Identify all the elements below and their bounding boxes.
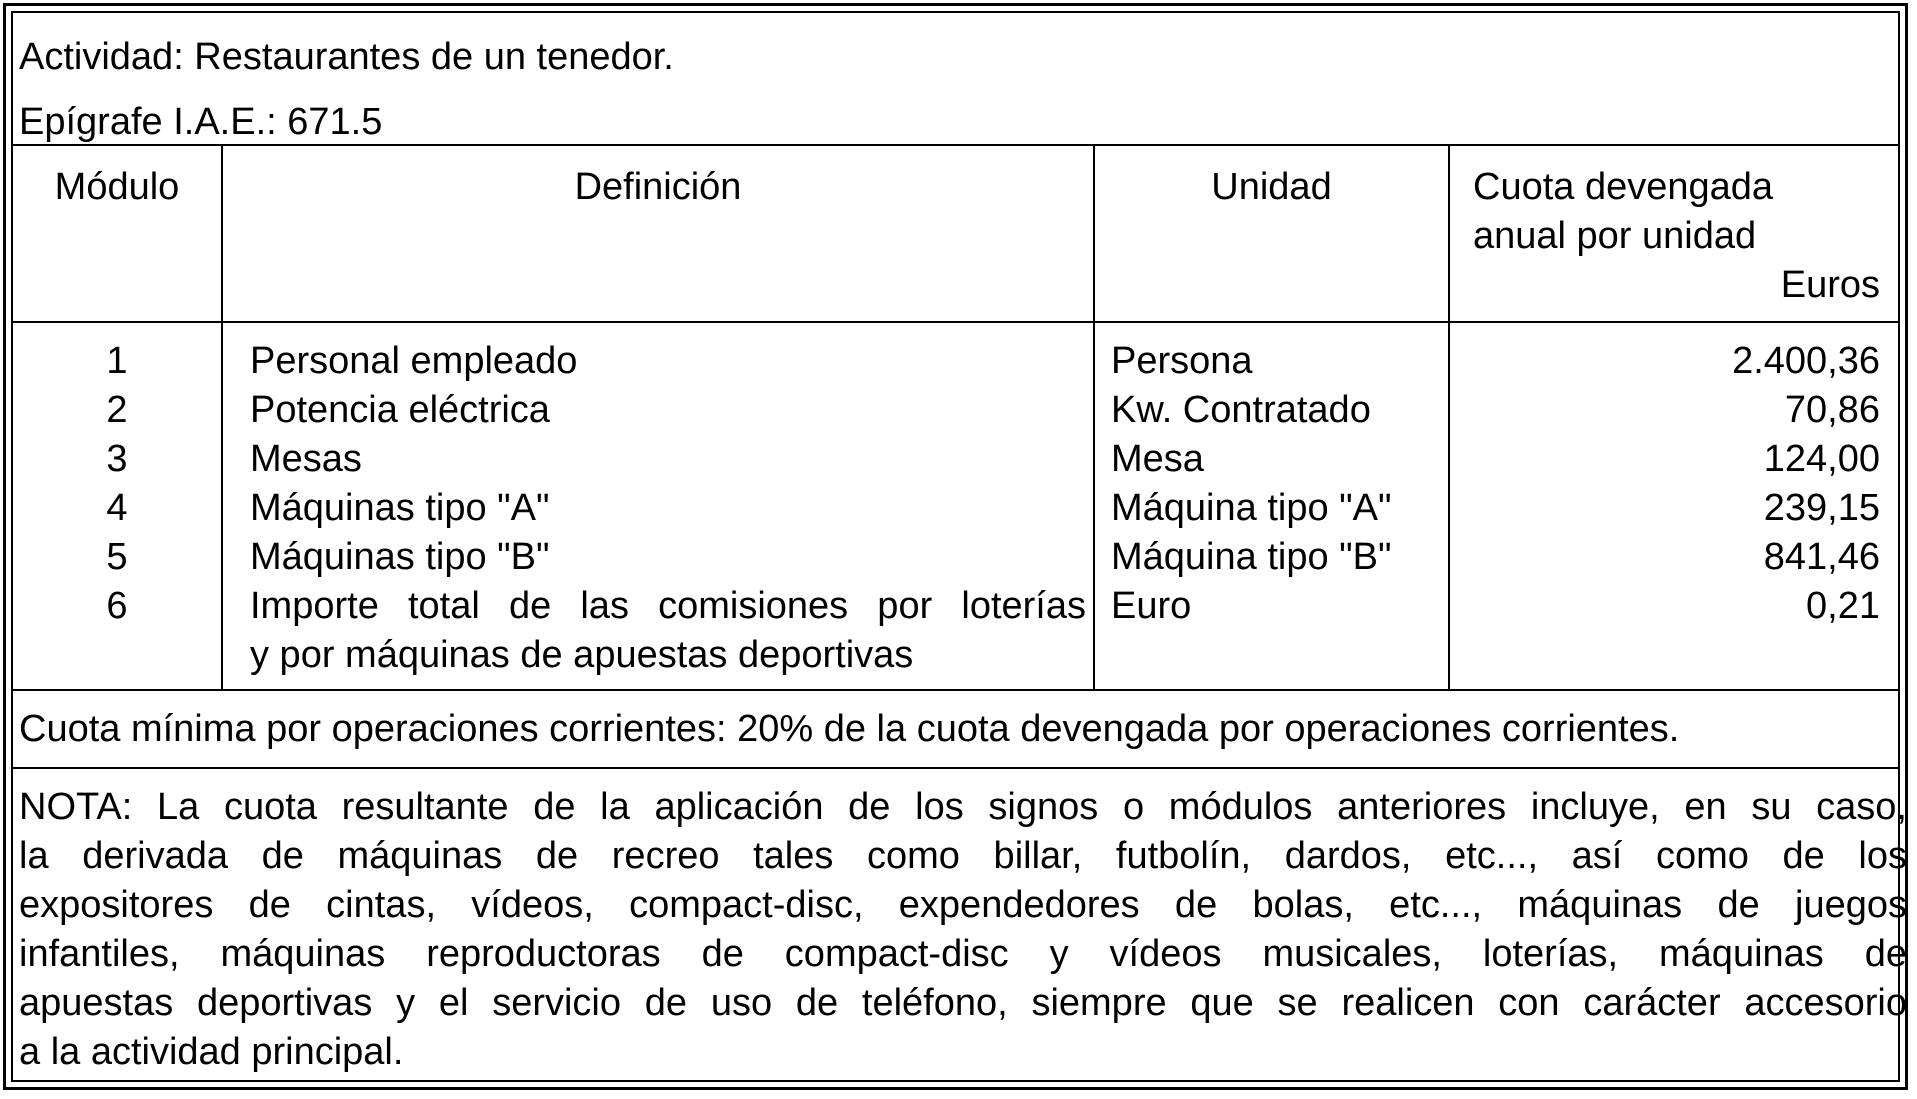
table-cell-unidad: Kw. Contratado xyxy=(1111,389,1371,431)
table-bottom-rule xyxy=(13,689,1898,691)
table-cell-modulo: 1 xyxy=(106,340,128,382)
unidad-column xyxy=(1111,337,1391,631)
table-cell-definicion: Mesas xyxy=(250,438,362,480)
cuota-minima-text: Cuota mínima por operaciones corrientes: 20% de la cuota devengada por operaciones corrientes. xyxy=(19,708,1680,750)
table-cell-unidad: Máquina tipo "A" xyxy=(1111,487,1392,529)
header-modulo: Módulo xyxy=(54,166,180,208)
document-frame xyxy=(3,3,1908,1090)
actividad-line: Actividad: Restaurantes de un tenedor. xyxy=(19,36,674,78)
epigrafe-line: Epígrafe I.A.E.: 671.5 xyxy=(19,101,383,143)
table-cell-unidad: Euro xyxy=(1111,585,1192,627)
table-cell-unidad: Persona xyxy=(1111,340,1253,382)
table-cell-cuota: 0,21 xyxy=(1806,585,1880,627)
nota-line: a la actividad principal. xyxy=(19,1031,404,1073)
nota-line: NOTA: La cuota resultante de la aplicación de los signos o módulos anteriores incluye, en su caso, xyxy=(19,786,1907,828)
header-definicion: Definición xyxy=(574,166,742,208)
table-cell-modulo: 5 xyxy=(106,536,128,578)
table-cell-modulo: 4 xyxy=(106,487,128,529)
table-cell-modulo: 2 xyxy=(106,389,128,431)
table-cell-definicion: Máquinas tipo "B" xyxy=(250,536,550,578)
table-cell-definicion: Personal empleado xyxy=(250,340,578,382)
table-cell-unidad: Mesa xyxy=(1111,438,1204,480)
col-rule-1 xyxy=(221,144,223,689)
nota-line: infantiles, máquinas reproductoras de compact-disc y vídeos musicales, loterías, máquinas de xyxy=(19,933,1907,975)
table-cell-cuota: 124,00 xyxy=(1763,438,1880,480)
table-header-rule xyxy=(13,321,1898,323)
col-rule-2 xyxy=(1093,144,1095,689)
definicion-column xyxy=(250,337,1086,680)
table-cell-cuota: 2.400,36 xyxy=(1732,340,1880,382)
header-cuota-line1: Cuota devengada xyxy=(1473,166,1774,208)
table-cell-unidad: Máquina tipo "B" xyxy=(1111,536,1392,578)
table-cell-cuota: 239,15 xyxy=(1763,487,1880,529)
nota-line: apuestas deportivas y el servicio de uso de teléfono, siempre que se realicen con carácter accesorio xyxy=(19,982,1907,1024)
table-cell-modulo: 3 xyxy=(106,438,128,480)
nota-paragraph xyxy=(19,783,1907,1077)
modulo-column xyxy=(13,337,221,631)
table-cell-definicion: Máquinas tipo "A" xyxy=(250,487,550,529)
nota-line: expositores de cintas, vídeos, compact-disc, expendedores de bolas, etc..., máquinas de juegos xyxy=(19,884,1907,926)
table-cell-modulo: 6 xyxy=(106,585,128,627)
table-cell-cuota: 70,86 xyxy=(1784,389,1880,431)
header-unidad: Unidad xyxy=(1211,166,1332,208)
table-top-rule xyxy=(13,144,1898,146)
table-cell-definicion: Potencia eléctrica xyxy=(250,389,550,431)
header-cuota-unit: Euros xyxy=(1780,264,1880,306)
header-cuota-line2: anual por unidad xyxy=(1473,215,1757,257)
table-cell-definicion-cont: y por máquinas de apuestas deportivas xyxy=(250,634,914,676)
nota-line: la derivada de máquinas de recreo tales como billar, futbolín, dardos, etc..., así como de los xyxy=(19,835,1907,877)
table-cell-cuota: 841,46 xyxy=(1763,536,1880,578)
cuota-minima-rule xyxy=(13,767,1898,769)
cuota-column xyxy=(1450,337,1880,631)
table-cell-definicion: Importe total de las comisiones por loterías xyxy=(250,585,1086,627)
document-inner-frame xyxy=(11,11,1907,1082)
